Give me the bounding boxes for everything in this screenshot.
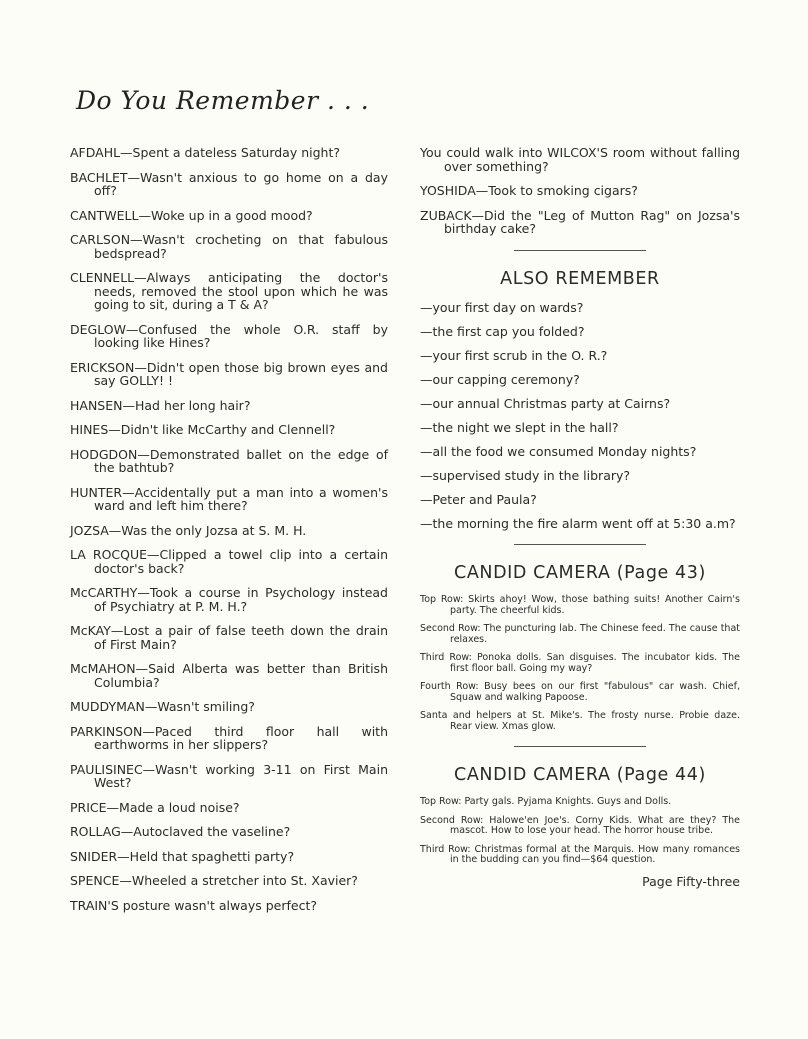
also-remember-heading: ALSO REMEMBER <box>500 268 660 289</box>
caption-item: Third Row: Ponoka dolls. San disguises. The incubator kids. The first floor ball. Going my way? <box>420 652 740 674</box>
divider <box>514 746 646 747</box>
list-item: AFDAHL—Spent a dateless Saturday night? <box>70 145 340 160</box>
list-item: HANSEN—Had her long hair? <box>70 397 251 413</box>
list-item: McMAHON—Said Alberta was better than British Columbia? <box>70 661 388 690</box>
list-item: PRICE—Made a loud noise? <box>70 799 240 815</box>
list-item: PAULISINEC—Wasn't working 3-11 on First Main West? <box>70 761 388 790</box>
list-item: ERICKSON—Didn't open those big brown eyes and say GOLLY! ! <box>70 359 388 388</box>
list-item: SNIDER—Held that spaghetti party? <box>70 848 295 864</box>
divider <box>514 250 646 251</box>
list-item: JOZSA—Was the only Jozsa at S. M. H. <box>70 522 307 538</box>
page-number: Page Fifty-three <box>642 873 740 889</box>
list-item: —Peter and Paula? <box>420 491 537 507</box>
list-item: LA ROCQUE—Clipped a towel clip into a certain doctor's back? <box>70 547 388 576</box>
list-item: McCARTHY—Took a course in Psychology instead of Psychiatry at P. M. H.? <box>70 585 388 614</box>
list-item: You could walk into WILCOX'S room without falling over something? <box>420 145 740 174</box>
list-item: —the night we slept in the hall? <box>420 419 619 435</box>
list-item: BACHLET—Wasn't anxious to go home on a day off? <box>70 169 388 198</box>
list-item: —our annual Christmas party at Cairns? <box>420 395 671 411</box>
list-item: PARKINSON—Paced third floor hall with earthworms in her slippers? <box>70 723 388 752</box>
right-column <box>420 146 740 889</box>
list-item: CARLSON—Wasn't crocheting on that fabulous bedspread? <box>70 232 388 261</box>
list-item: —your first day on wards? <box>420 299 584 315</box>
list-item: CANTWELL—Woke up in a good mood? <box>70 207 313 223</box>
divider <box>514 544 646 545</box>
list-item: ROLLAG—Autoclaved the vaseline? <box>70 824 291 839</box>
caption-item: Top Row: Skirts ahoy! Wow, those bathing suits! Another Cairn's party. The cheerful kids. <box>420 594 740 616</box>
left-column <box>70 146 388 923</box>
caption-item: Fourth Row: Busy bees on our first "fabulous" car wash. Chief, Squaw and walking Papoose. <box>420 681 740 703</box>
list-item: DEGLOW—Confused the whole O.R. staff by looking like Hines? <box>70 321 388 350</box>
caption-item: Third Row: Christmas formal at the Marquis. How many romances in the budding can you find—$64 question. <box>420 843 740 865</box>
list-item: —all the food we consumed Monday nights? <box>420 443 697 459</box>
caption-item: Second Row: Halowe'en Joe's. Corny Kids. What are they? The mascot. How to lose your head. The horror house tribe. <box>420 814 740 836</box>
list-item: —your first scrub in the O. R.? <box>420 347 608 363</box>
list-item: McKAY—Lost a pair of false teeth down the drain of First Main? <box>70 623 388 652</box>
list-item: HODGDON—Demonstrated ballet on the edge of the bathtub? <box>70 446 388 475</box>
list-item: CLENNELL—Always anticipating the doctor's needs, removed the stool upon which he was going to sit, during a T & A? <box>70 270 388 312</box>
list-item: —supervised study in the library? <box>420 467 631 483</box>
list-item: SPENCE—Wheeled a stretcher into St. Xavier? <box>70 873 358 888</box>
caption-item: Santa and helpers at St. Mike's. The frosty nurse. Probie daze. Rear view. Xmas glow. <box>420 710 740 732</box>
candid-camera-44-heading: CANDID CAMERA (Page 44) <box>454 765 706 785</box>
page-title: Do You Remember . . . <box>76 86 370 115</box>
caption-item: Second Row: The puncturing lab. The Chinese feed. The cause that relaxes. <box>420 623 740 645</box>
list-item: ZUBACK—Did the "Leg of Mutton Rag" on Jozsa's birthday cake? <box>420 207 740 236</box>
candid-camera-43-heading: CANDID CAMERA (Page 43) <box>454 563 706 583</box>
caption-item: Top Row: Party gals. Pyjama Knights. Guys and Dolls. <box>420 796 672 807</box>
list-item: —the first cap you folded? <box>420 323 585 339</box>
list-item: —our capping ceremony? <box>420 371 580 387</box>
list-item: MUDDYMAN—Wasn't smiling? <box>70 699 255 714</box>
list-item: YOSHIDA—Took to smoking cigars? <box>420 183 638 198</box>
list-item: —the morning the fire alarm went off at 5:30 a.m? <box>420 515 736 531</box>
list-item: TRAIN'S posture wasn't always perfect? <box>70 897 317 913</box>
list-item: HUNTER—Accidentally put a man into a women's ward and left him there? <box>70 484 388 513</box>
list-item: HINES—Didn't like McCarthy and Clennell? <box>70 422 336 437</box>
